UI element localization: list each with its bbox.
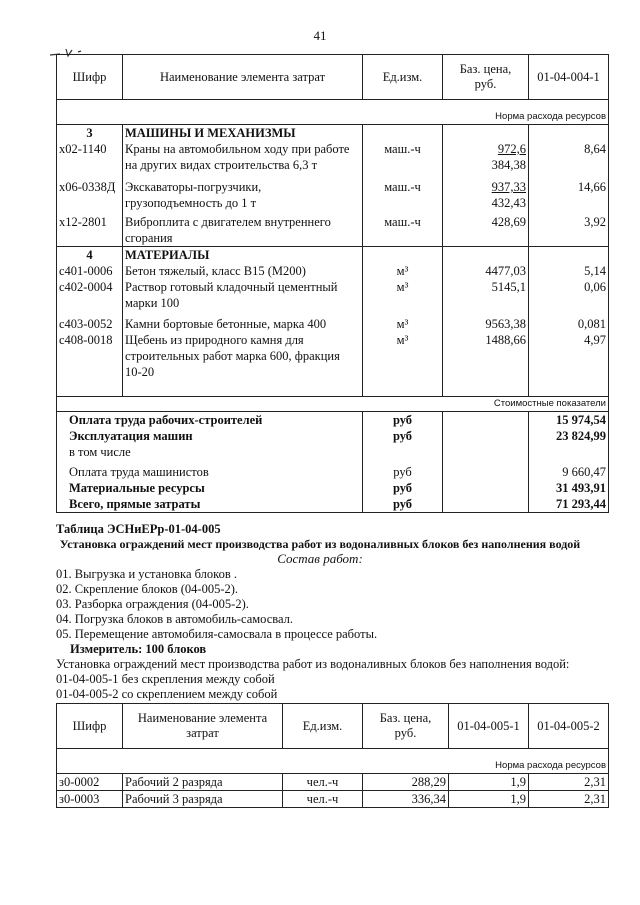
cost-label: Стоимостные показатели xyxy=(57,396,609,411)
norm-label: Норма расхода ресурсов xyxy=(57,110,609,125)
table-row: х02-1140 Краны на автомобильном ходу при работе на других видах строительства 6,3 т маш.-ч 972,6 384,38 8,64 xyxy=(57,141,609,173)
composition-heading: Состав работ: xyxy=(277,551,363,566)
totals-row: Эксплуатация машин руб 23 824,99 xyxy=(57,428,609,444)
norm-label: Норма расхода ресурсов xyxy=(57,759,609,774)
totals-row: Оплата труда машинистов руб 9 660,47 xyxy=(57,464,609,480)
section-number: 3 xyxy=(57,125,123,142)
table-row: с403-0052 Камни бортовые бетонные, марка 400 м³ 9563,38 0,081 xyxy=(57,316,609,332)
header-column-1: 01-04-005-1 xyxy=(449,704,529,749)
section-title: МАШИНЫ И МЕХАНИЗМЫ xyxy=(123,125,363,142)
table-subtitle: Установка ограждений мест производства работ из водоналивных блоков без наполнения водой xyxy=(59,537,581,551)
work-step: 01. Выгрузка и установка блоков . xyxy=(56,567,237,581)
table-row: з0-0003 Рабочий 3 разряда чел.-ч 336,34 1,9 2,31 xyxy=(57,791,609,808)
description-line: 01-04-005-1 без скрепления между собой xyxy=(56,672,275,686)
header-unit: Ед.изм. xyxy=(363,55,443,100)
table-row: х06-0338Д Экскаваторы-погрузчики, грузоподъемность до 1 т маш.-ч 937,33 432,43 14,66 xyxy=(57,179,609,211)
totals-row: в том числе xyxy=(57,444,609,460)
totals-row: Всего, прямые затраты руб 71 293,44 xyxy=(57,496,609,513)
header-price: Баз. цена, руб. xyxy=(363,704,449,749)
measure-unit: Измеритель: 100 блоков xyxy=(70,642,207,656)
header-column-2: 01-04-005-2 xyxy=(529,704,609,749)
totals-row: Оплата труда рабочих-строителей руб 15 974,54 xyxy=(57,411,609,428)
work-step: 02. Скрепление блоков (04-005-2). xyxy=(56,582,239,596)
table-header-row xyxy=(57,704,609,749)
totals-row: Материальные ресурсы руб 31 493,91 xyxy=(57,480,609,496)
resource-table-01-04-005 xyxy=(56,703,609,808)
description-line: Установка ограждений мест производства работ из водоналивных блоков без наполнения водой: xyxy=(56,657,570,671)
work-step: 04. Погрузка блоков в автомобиль-самосвал. xyxy=(56,612,294,626)
header-name: Наименование элемента затрат xyxy=(123,704,283,749)
header-code: Шифр xyxy=(57,704,123,749)
header-name: Наименование элемента затрат xyxy=(123,55,363,100)
section-title: МАТЕРИАЛЫ xyxy=(123,247,363,264)
header-unit: Ед.изм. xyxy=(283,704,363,749)
section-number: 4 xyxy=(57,247,123,264)
header-column: 01-04-004-1 xyxy=(529,55,609,100)
table-header-row xyxy=(57,55,609,100)
work-step: 05. Перемещение автомобиля-самосвала в процессе работы. xyxy=(56,627,378,641)
page-number: 41 xyxy=(313,28,327,43)
table-row: с408-0018 Щебень из природного камня для строительных работ марка 600, фракция 10-20 м³ 1488,66 4,97 xyxy=(57,332,609,380)
table-row: з0-0002 Рабочий 2 разряда чел.-ч 288,29 1,9 2,31 xyxy=(57,774,609,791)
table-row: с401-0006 Бетон тяжелый, класс В15 (М200) м³ 4477,03 5,14 xyxy=(57,263,609,279)
header-code: Шифр xyxy=(57,55,123,100)
table-row: с402-0004 Раствор готовый кладочный цементный марки 100 м³ 5145,1 0,06 xyxy=(57,279,609,311)
description-line: 01-04-005-2 со скреплением между собой xyxy=(56,687,278,701)
resource-table-01-04-004 xyxy=(56,54,609,513)
work-step: 03. Разборка ограждения (04-005-2). xyxy=(56,597,249,611)
table-title: Таблица ЭСНиЕРр-01-04-005 xyxy=(56,522,221,536)
table-row: х12-2801 Виброплита с двигателем внутреннего сгорания маш.-ч 428,69 3,92 xyxy=(57,214,609,247)
header-price: Баз. цена, руб. xyxy=(443,55,529,100)
